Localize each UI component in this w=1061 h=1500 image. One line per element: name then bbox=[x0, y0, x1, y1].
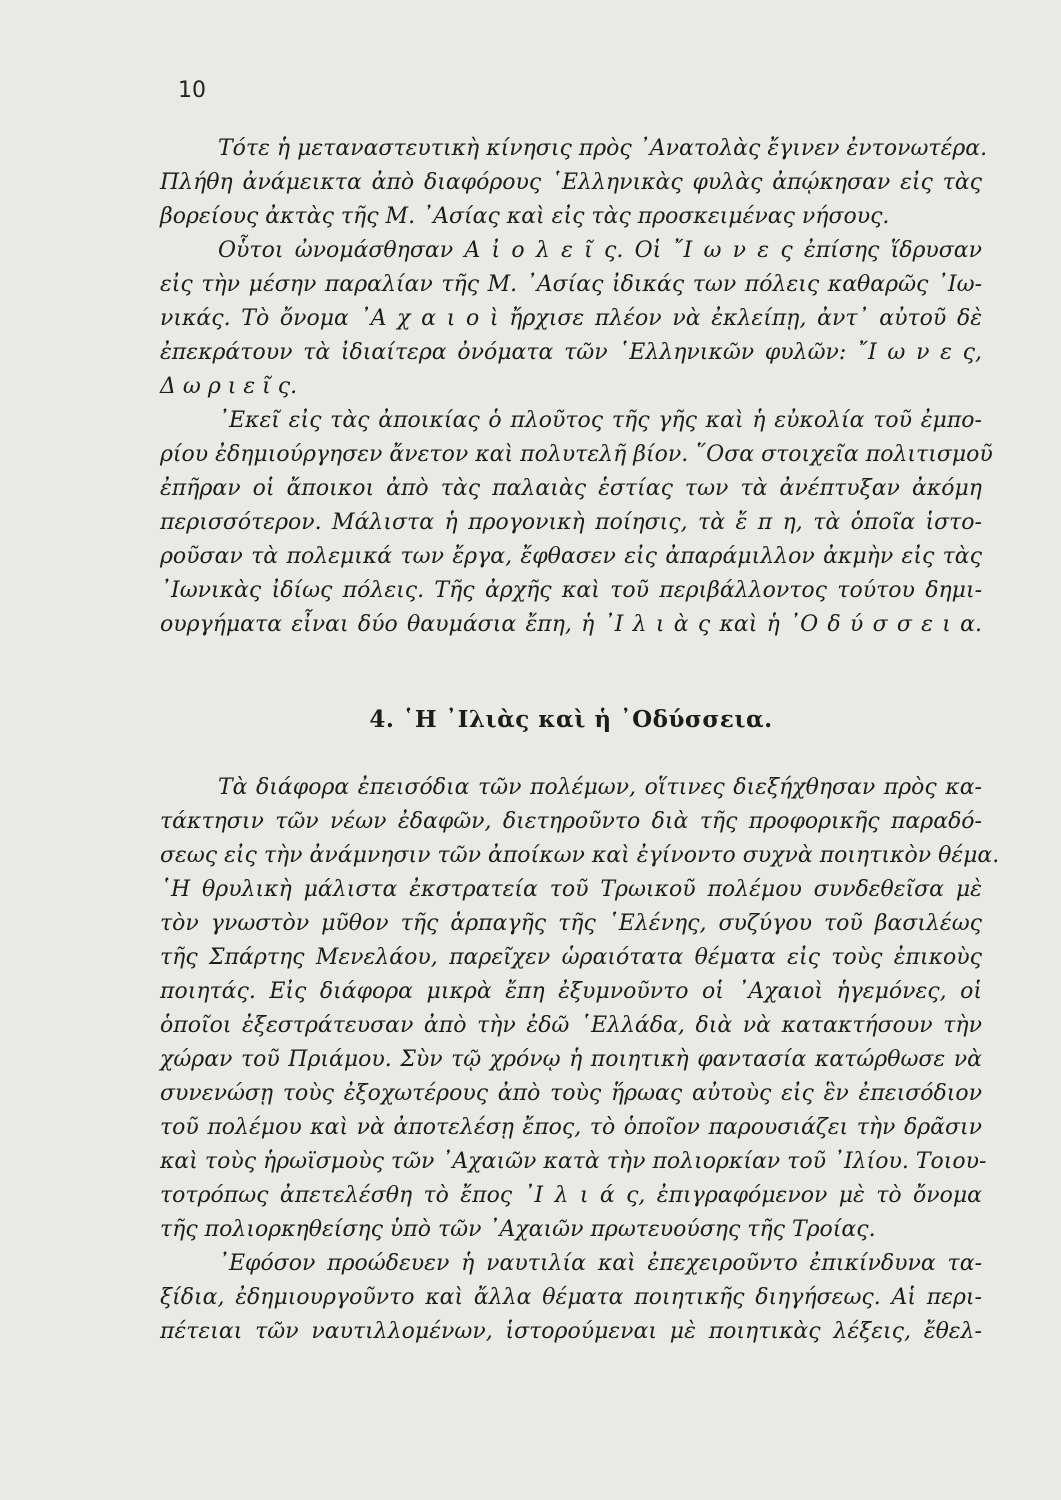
text-line: Πλήθη ἀνάμεικτα ἀπὸ διαφόρους ῾Ελληνικὰς φυλὰς ἀπῴκησαν εἰς τὰς bbox=[160, 170, 982, 195]
text-line: ξίδια, ἐδημιουργοῦντο καὶ ἄλλα θέματα ποιητικῆς διηγήσεως. Αἱ περι- bbox=[160, 1285, 982, 1310]
text-line: χώραν τοῦ Πριάμου. Σὺν τῷ χρόνῳ ἡ ποιητικὴ φαντασία κατώρθωσε νὰ bbox=[160, 1047, 982, 1072]
text-line: ᾿Ιωνικὰς ἰδίως πόλεις. Τῆς ἀρχῆς καὶ τοῦ περιβάλλοντος τούτου δημι- bbox=[160, 578, 982, 603]
text-line: τάκτησιν τῶν νέων ἐδαφῶν, διετηροῦντο διὰ τῆς προφορικῆς παραδό- bbox=[160, 809, 982, 834]
text-line: ἐπεκράτουν τὰ ἰδιαίτερα ὀνόματα τῶν ῾Ελληνικῶν φυλῶν: ῎Ι ω ν ε ς, bbox=[160, 340, 982, 365]
page-number: 10 bbox=[178, 78, 206, 103]
text-line: ἐπῆραν οἱ ἄποικοι ἀπὸ τὰς παλαιὰς ἑστίας των τὰ ἀνέπτυξαν ἀκόμη bbox=[160, 476, 982, 501]
text-line: πέτειαι τῶν ναυτιλλομένων, ἱστορούμεναι μὲ ποιητικὰς λέξεις, ἔθελ- bbox=[160, 1319, 982, 1344]
text-line: ρίου ἐδημιούργησεν ἄνετον καὶ πολυτελῆ βίον. ῞Οσα στοιχεῖα πολιτισμοῦ bbox=[160, 442, 993, 467]
text-line: ουργήματα εἶναι δύο θαυμάσια ἔπη, ἡ ᾿Ι λ ι ὰ ς καὶ ἡ ᾿Ο δ ύ σ σ ε ι α. bbox=[160, 612, 982, 637]
section-heading: 4. ῾Η ᾿Ιλιὰς καὶ ἡ ᾿Οδύσσεια. bbox=[369, 706, 773, 733]
text-line: τοῦ πολέμου καὶ νὰ ἀποτελέσῃ ἔπος, τὸ ὁποῖον παρουσιάζει τὴν δρᾶσιν bbox=[160, 1115, 982, 1140]
text-line: Τὰ διάφορα ἐπεισόδια τῶν πολέμων, οἵτινες διεξήχθησαν πρὸς κα- bbox=[218, 775, 982, 800]
text-line: σεως εἰς τὴν ἀνάμνησιν τῶν ἀποίκων καὶ ἐγίνοντο συχνὰ ποιητικὸν θέμα. bbox=[160, 843, 1000, 868]
text-line: νικάς. Τὸ ὄνομα ᾿Α χ α ι ο ὶ ἤρχισε πλέον νὰ ἐκλείπῃ, ἀντ᾿ αὐτοῦ δὲ bbox=[160, 306, 982, 331]
text-line: Τότε ἡ μεταναστευτικὴ κίνησις πρὸς ᾿Ανατολὰς ἔγινεν ἐντονωτέρα. bbox=[218, 136, 988, 161]
text-line: περισσότερον. Μάλιστα ἡ προγονικὴ ποίησις, τὰ ἔ π η, τὰ ὁποῖα ἱστο- bbox=[160, 510, 982, 535]
text-line: τῆς πολιορκηθείσης ὑπὸ τῶν ᾿Αχαιῶν πρωτευούσης τῆς Τροίας. bbox=[160, 1217, 876, 1242]
text-line: ροῦσαν τὰ πολεμικά των ἔργα, ἔφθασεν εἰς ἀπαράμιλλον ἀκμὴν εἰς τὰς bbox=[160, 544, 982, 569]
section-2-text bbox=[160, 771, 1000, 1349]
text-line: ῾Η θρυλικὴ μάλιστα ἐκστρατεία τοῦ Τρωικοῦ πολέμου συνδεθεῖσα μὲ bbox=[160, 877, 982, 902]
text-line: ὁποῖοι ἐξεστράτευσαν ἀπὸ τὴν ἐδῶ ῾Ελλάδα, διὰ νὰ κατακτήσουν τὴν bbox=[160, 1013, 982, 1038]
text-line: τὸν γνωστὸν μῦθον τῆς ἁρπαγῆς τῆς ῾Ελένης, συζύγου τοῦ βασιλέως bbox=[160, 911, 982, 936]
text-line: ᾿Εφόσον προώδευεν ἡ ναυτιλία καὶ ἐπεχειροῦντο ἐπικίνδυνα τα- bbox=[218, 1251, 982, 1276]
text-line: τῆς Σπάρτης Μενελάου, παρεῖχεν ὡραιότατα θέματα εἰς τοὺς ἐπικοὺς bbox=[160, 945, 982, 970]
text-line: ᾿Εκεῖ εἰς τὰς ἀποικίας ὁ πλοῦτος τῆς γῆς καὶ ἡ εὐκολία τοῦ ἐμπο- bbox=[218, 408, 982, 433]
section-1-text bbox=[160, 132, 993, 642]
text-line: βορείους ἀκτὰς τῆς Μ. ᾿Ασίας καὶ εἰς τὰς προσκειμένας νήσους. bbox=[160, 204, 890, 229]
text-line: Δ ω ρ ι ε ῖ ς. bbox=[160, 374, 298, 399]
text-line: συνενώσῃ τοὺς ἐξοχωτέρους ἀπὸ τοὺς ἥρωας αὐτοὺς εἰς ἓν ἐπεισόδιον bbox=[160, 1081, 982, 1106]
text-line: ποιητάς. Εἰς διάφορα μικρὰ ἔπη ἐξυμνοῦντο οἱ ᾿Αχαιοὶ ἡγεμόνες, οἱ bbox=[160, 979, 982, 1004]
text-line: καὶ τοὺς ἡρωϊσμοὺς τῶν ᾿Αχαιῶν κατὰ τὴν πολιορκίαν τοῦ ᾿Ιλίου. Τοιου- bbox=[160, 1149, 987, 1174]
text-line: τοτρόπως ἀπετελέσθη τὸ ἔπος ᾿Ι λ ι ά ς, ἐπιγραφόμενον μὲ τὸ ὄνομα bbox=[160, 1183, 982, 1208]
text-line: εἰς τὴν μέσην παραλίαν τῆς Μ. ᾿Ασίας ἰδικάς των πόλεις καθαρῶς ᾿Ιω- bbox=[160, 272, 982, 297]
text-line: Οὗτοι ὠνομάσθησαν Α ἰ ο λ ε ῖ ς. Οἱ ῎Ι ω ν ε ς ἐπίσης ἵδρυσαν bbox=[218, 238, 982, 263]
